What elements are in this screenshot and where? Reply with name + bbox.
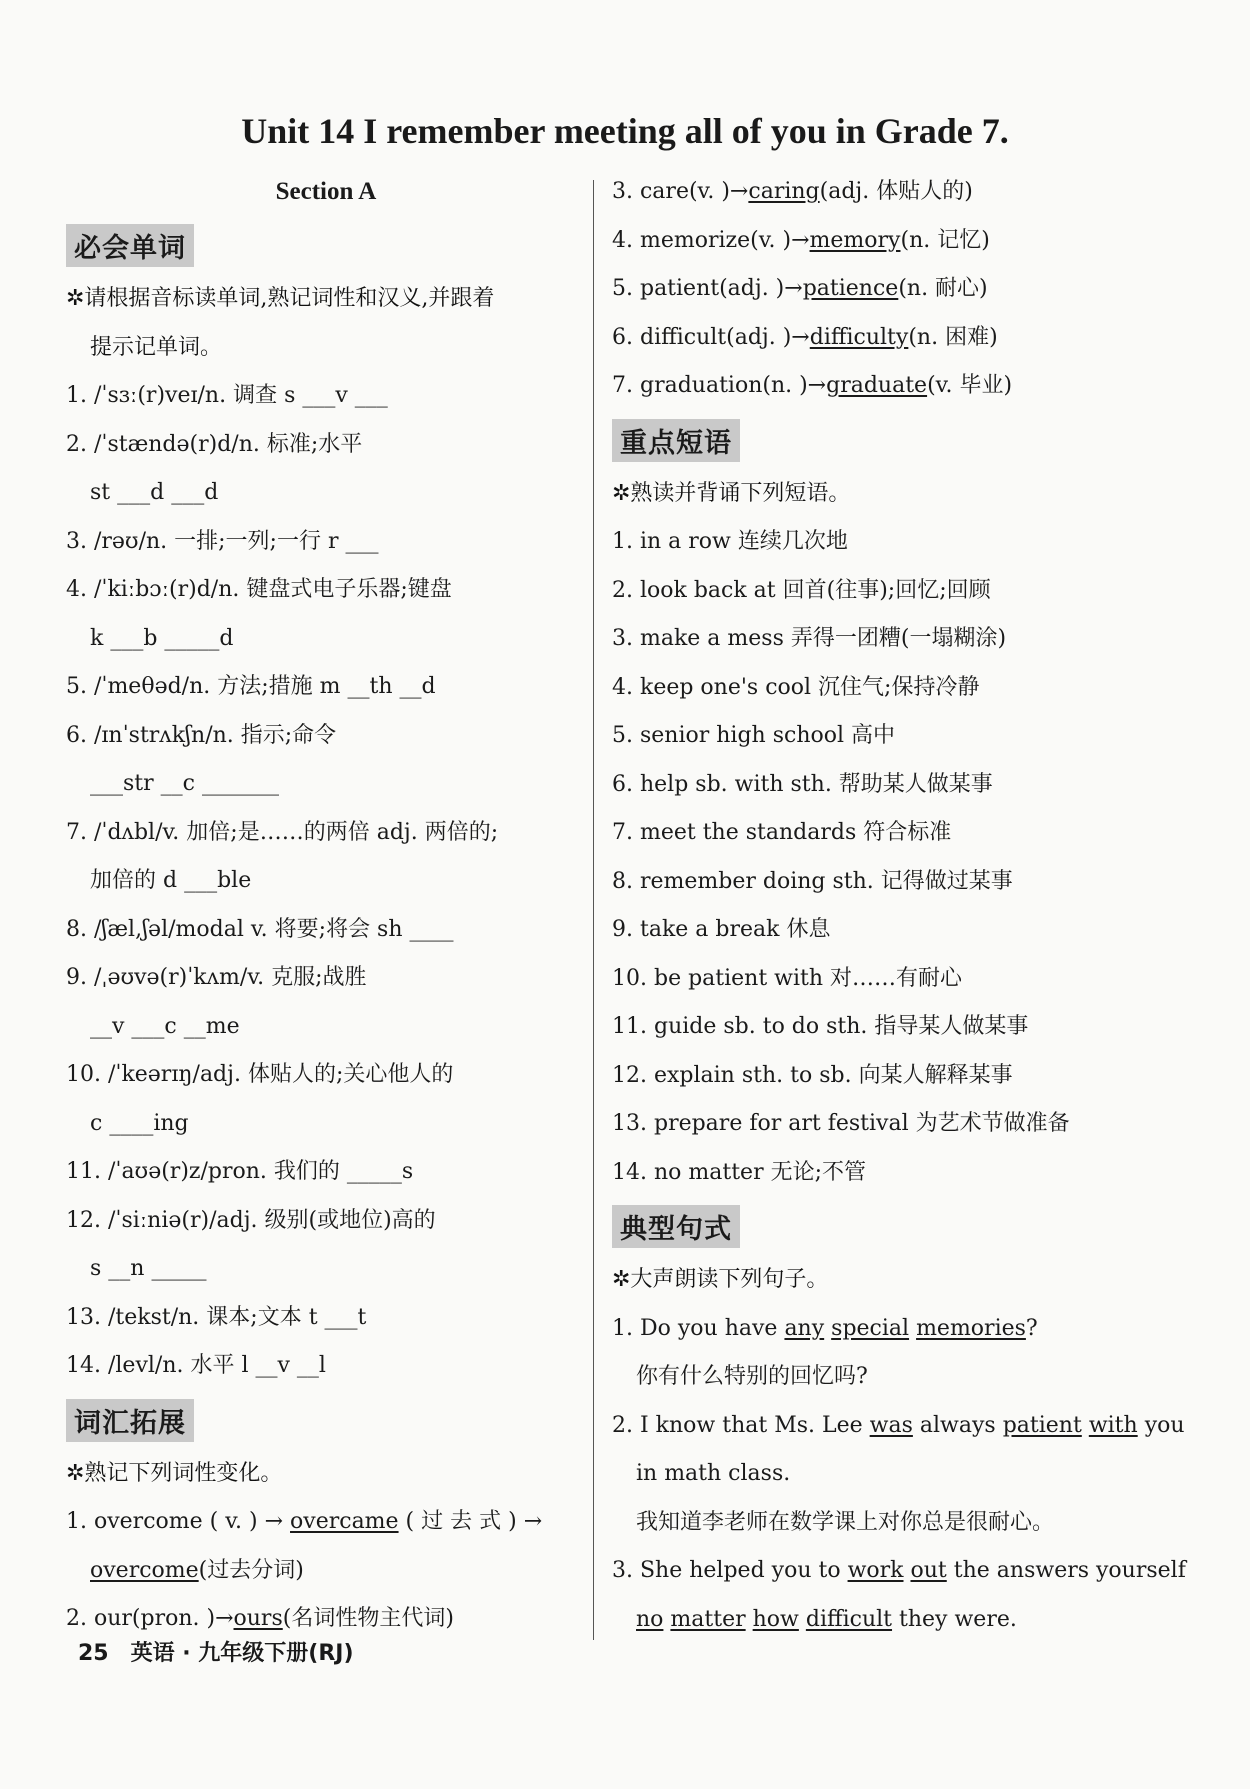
word-item: 9. /ˌəʊvə(r)ˈkʌm/v. 克服;战胜 [66, 965, 367, 990]
column-divider [593, 180, 594, 1640]
phrase-item: 7. meet the standards 符合标准 [612, 820, 952, 845]
expansion-text: (n. 耐心) [898, 276, 988, 301]
right-column [612, 168, 1186, 1644]
answer: difficult [805, 1606, 893, 1632]
phrase-item: 9. take a break 休息 [612, 917, 831, 942]
answer: patience [802, 276, 899, 301]
expansion-text: (v. 毕业) [927, 373, 1013, 398]
answer: was [869, 1412, 913, 1438]
word-item: 5. /ˈmeθəd/n. 方法;措施 m __th __d [66, 674, 436, 699]
heading-typical-sentences: 典型句式 [612, 1205, 740, 1248]
answer: difficulty [809, 324, 909, 350]
expansion-text: (名词性物主代词) [282, 1606, 454, 1631]
word-hint: st ___d ___d [90, 480, 219, 505]
sentence-line: in math class. [636, 1461, 791, 1486]
phrase-item: 12. explain sth. to sb. 向某人解释某事 [612, 1062, 1013, 1088]
expansion-text: (adj. 体贴人的) [819, 179, 973, 204]
expansion-text: 1. overcome ( v. ) → [66, 1509, 291, 1534]
left-column [66, 168, 586, 1644]
word-item: 12. /ˈsiːniə(r)/adj. 级别(或地位)高的 [66, 1207, 436, 1233]
phrase-item: 6. help sb. with sth. 帮助某人做某事 [612, 771, 993, 797]
expansion-text: (过去分词) [198, 1557, 304, 1583]
sentence-translation: 你有什么特别的回忆吗? [636, 1364, 868, 1389]
word-item: 4. /ˈkiːbɔː(r)d/n. 键盘式电子乐器;键盘 [66, 577, 452, 602]
expansion-item [612, 168, 1172, 217]
page-title: Unit 14 I remember meeting all of you in Grade 7. [241, 111, 1009, 151]
answer: with [1088, 1412, 1138, 1438]
word-hint: s __n _____ [90, 1256, 207, 1281]
phrase-item: 13. prepare for art festival 为艺术节做准备 [612, 1111, 1070, 1136]
expansion-text: 7. graduation(n. )→ [612, 373, 827, 398]
sentence-text: they were. [892, 1606, 1017, 1632]
answer: graduate [826, 373, 928, 398]
word-hint: ___str __c _______ [90, 771, 279, 796]
word-hint: __v ___c __me [90, 1013, 240, 1039]
page-number: 25 [78, 1641, 109, 1666]
expansion-text: (n. 记忆) [900, 227, 990, 253]
phrase-item: 3. make a mess 弄得一团糟(一塌糊涂) [612, 626, 1007, 651]
answer: caring [748, 179, 820, 204]
answer: patient [1002, 1412, 1082, 1438]
answer: memory [809, 227, 901, 253]
expansion-text: 6. difficult(adj. )→ [612, 324, 810, 350]
instruction-line: 提示记单词。 [90, 334, 223, 360]
word-item: 1. /ˈsɜː(r)veɪ/n. 调查 s ___v ___ [66, 383, 388, 408]
answer: out [910, 1558, 947, 1583]
answer: overcome [90, 1557, 199, 1583]
word-item: 3. /rəʊ/n. 一排;一列;一行 r ___ [66, 528, 379, 554]
instruction-line: ✲熟记下列词性变化。 [66, 1460, 283, 1486]
expansion-item [66, 1498, 586, 1547]
sentence-text: 1. Do you have [612, 1315, 785, 1341]
word-hint: c ____ing [90, 1110, 189, 1136]
heading-key-phrases: 重点短语 [612, 419, 740, 462]
expansion-text: 2. our(pron. )→ [66, 1606, 234, 1631]
expansion-text: 4. memorize(v. )→ [612, 227, 810, 253]
word-item: 11. /ˈaʊə(r)z/pron. 我们的 _____s [66, 1159, 414, 1184]
word-item: 14. /levl/n. 水平 l __v __l [66, 1353, 326, 1378]
sentence-text: ? [1025, 1315, 1038, 1341]
answer: how [752, 1606, 799, 1632]
sentence-line [612, 1547, 1186, 1596]
answer: any [784, 1315, 825, 1341]
sentence-text: always [912, 1412, 1003, 1438]
instruction-line: ✲熟读并背诵下列短语。 [612, 480, 851, 506]
word-item: 6. /ɪnˈstrʌkʃn/n. 指示;命令 [66, 722, 337, 748]
expansion-item [612, 362, 1172, 411]
sentence-text: 2. I know that Ms. Lee [612, 1412, 870, 1438]
expansion-item [66, 1547, 586, 1596]
sentence-translation: 我知道李老师在数学课上对你总是很耐心。 [636, 1509, 1055, 1535]
answer: overcame [290, 1509, 399, 1534]
word-item: 8. /ʃæl,ʃəl/modal v. 将要;将会 sh ____ [66, 916, 454, 942]
word-item: 10. /ˈkeərɪŋ/adj. 体贴人的;关心他人的 [66, 1062, 454, 1087]
sentence-line [612, 1402, 1185, 1451]
phrase-item: 4. keep one's cool 沉住气;保持冷静 [612, 674, 980, 700]
phrase-item: 1. in a row 连续几次地 [612, 529, 848, 554]
expansion-text: (n. 困难) [908, 324, 998, 350]
expansion-text: ( 过 去 式 ) → [398, 1509, 543, 1534]
instruction-line: ✲请根据音标读单词,熟记词性和汉义,并跟着 [66, 286, 495, 311]
expansion-item [612, 265, 1172, 314]
page-footer [78, 1636, 354, 1667]
instruction-line: ✲大声朗读下列句子。 [612, 1267, 829, 1292]
phrase-item: 2. look back at 回首(往事);回忆;回顾 [612, 577, 991, 603]
word-hint: 加倍的 d ___ble [90, 868, 252, 893]
expansion-item [612, 314, 1172, 363]
answer: work [847, 1558, 904, 1583]
sentence-text: 3. She helped you to [612, 1558, 848, 1583]
word-hint: k ___b _____d [90, 625, 234, 651]
sentence-line [612, 1305, 1172, 1354]
sentence-text: the answers yourself [946, 1558, 1186, 1583]
answer: matter [670, 1606, 746, 1632]
book-title: 英语 · 九年级下册(RJ) [130, 1641, 354, 1666]
heading-must-know-words: 必会单词 [66, 224, 194, 267]
phrase-item: 8. remember doing sth. 记得做过某事 [612, 868, 1013, 894]
phrase-item: 5. senior high school 高中 [612, 723, 896, 748]
phrase-item: 10. be patient with 对……有耐心 [612, 965, 963, 991]
sentence-line [612, 1596, 1172, 1645]
expansion-text: 3. care(v. )→ [612, 179, 749, 204]
answer: special [831, 1315, 910, 1341]
word-item: 7. /ˈdʌbl/v. 加倍;是……的两倍 adj. 两倍的; [66, 819, 499, 845]
section-title: Section A [275, 178, 377, 205]
heading-vocab-expansion: 词汇拓展 [66, 1399, 194, 1442]
expansion-item [612, 217, 1172, 266]
word-item: 2. /ˈstændə(r)d/n. 标准;水平 [66, 431, 363, 457]
sentence-text: you [1137, 1412, 1185, 1438]
phrase-item: 14. no matter 无论;不管 [612, 1159, 866, 1185]
phrase-item: 11. guide sb. to do sth. 指导某人做某事 [612, 1014, 1029, 1039]
answer: ours [233, 1606, 283, 1631]
expansion-text: 5. patient(adj. )→ [612, 276, 803, 301]
answer: no [636, 1606, 664, 1632]
word-item: 13. /tekst/n. 课本;文本 t ___t [66, 1304, 367, 1330]
answer: memories [916, 1315, 1026, 1341]
